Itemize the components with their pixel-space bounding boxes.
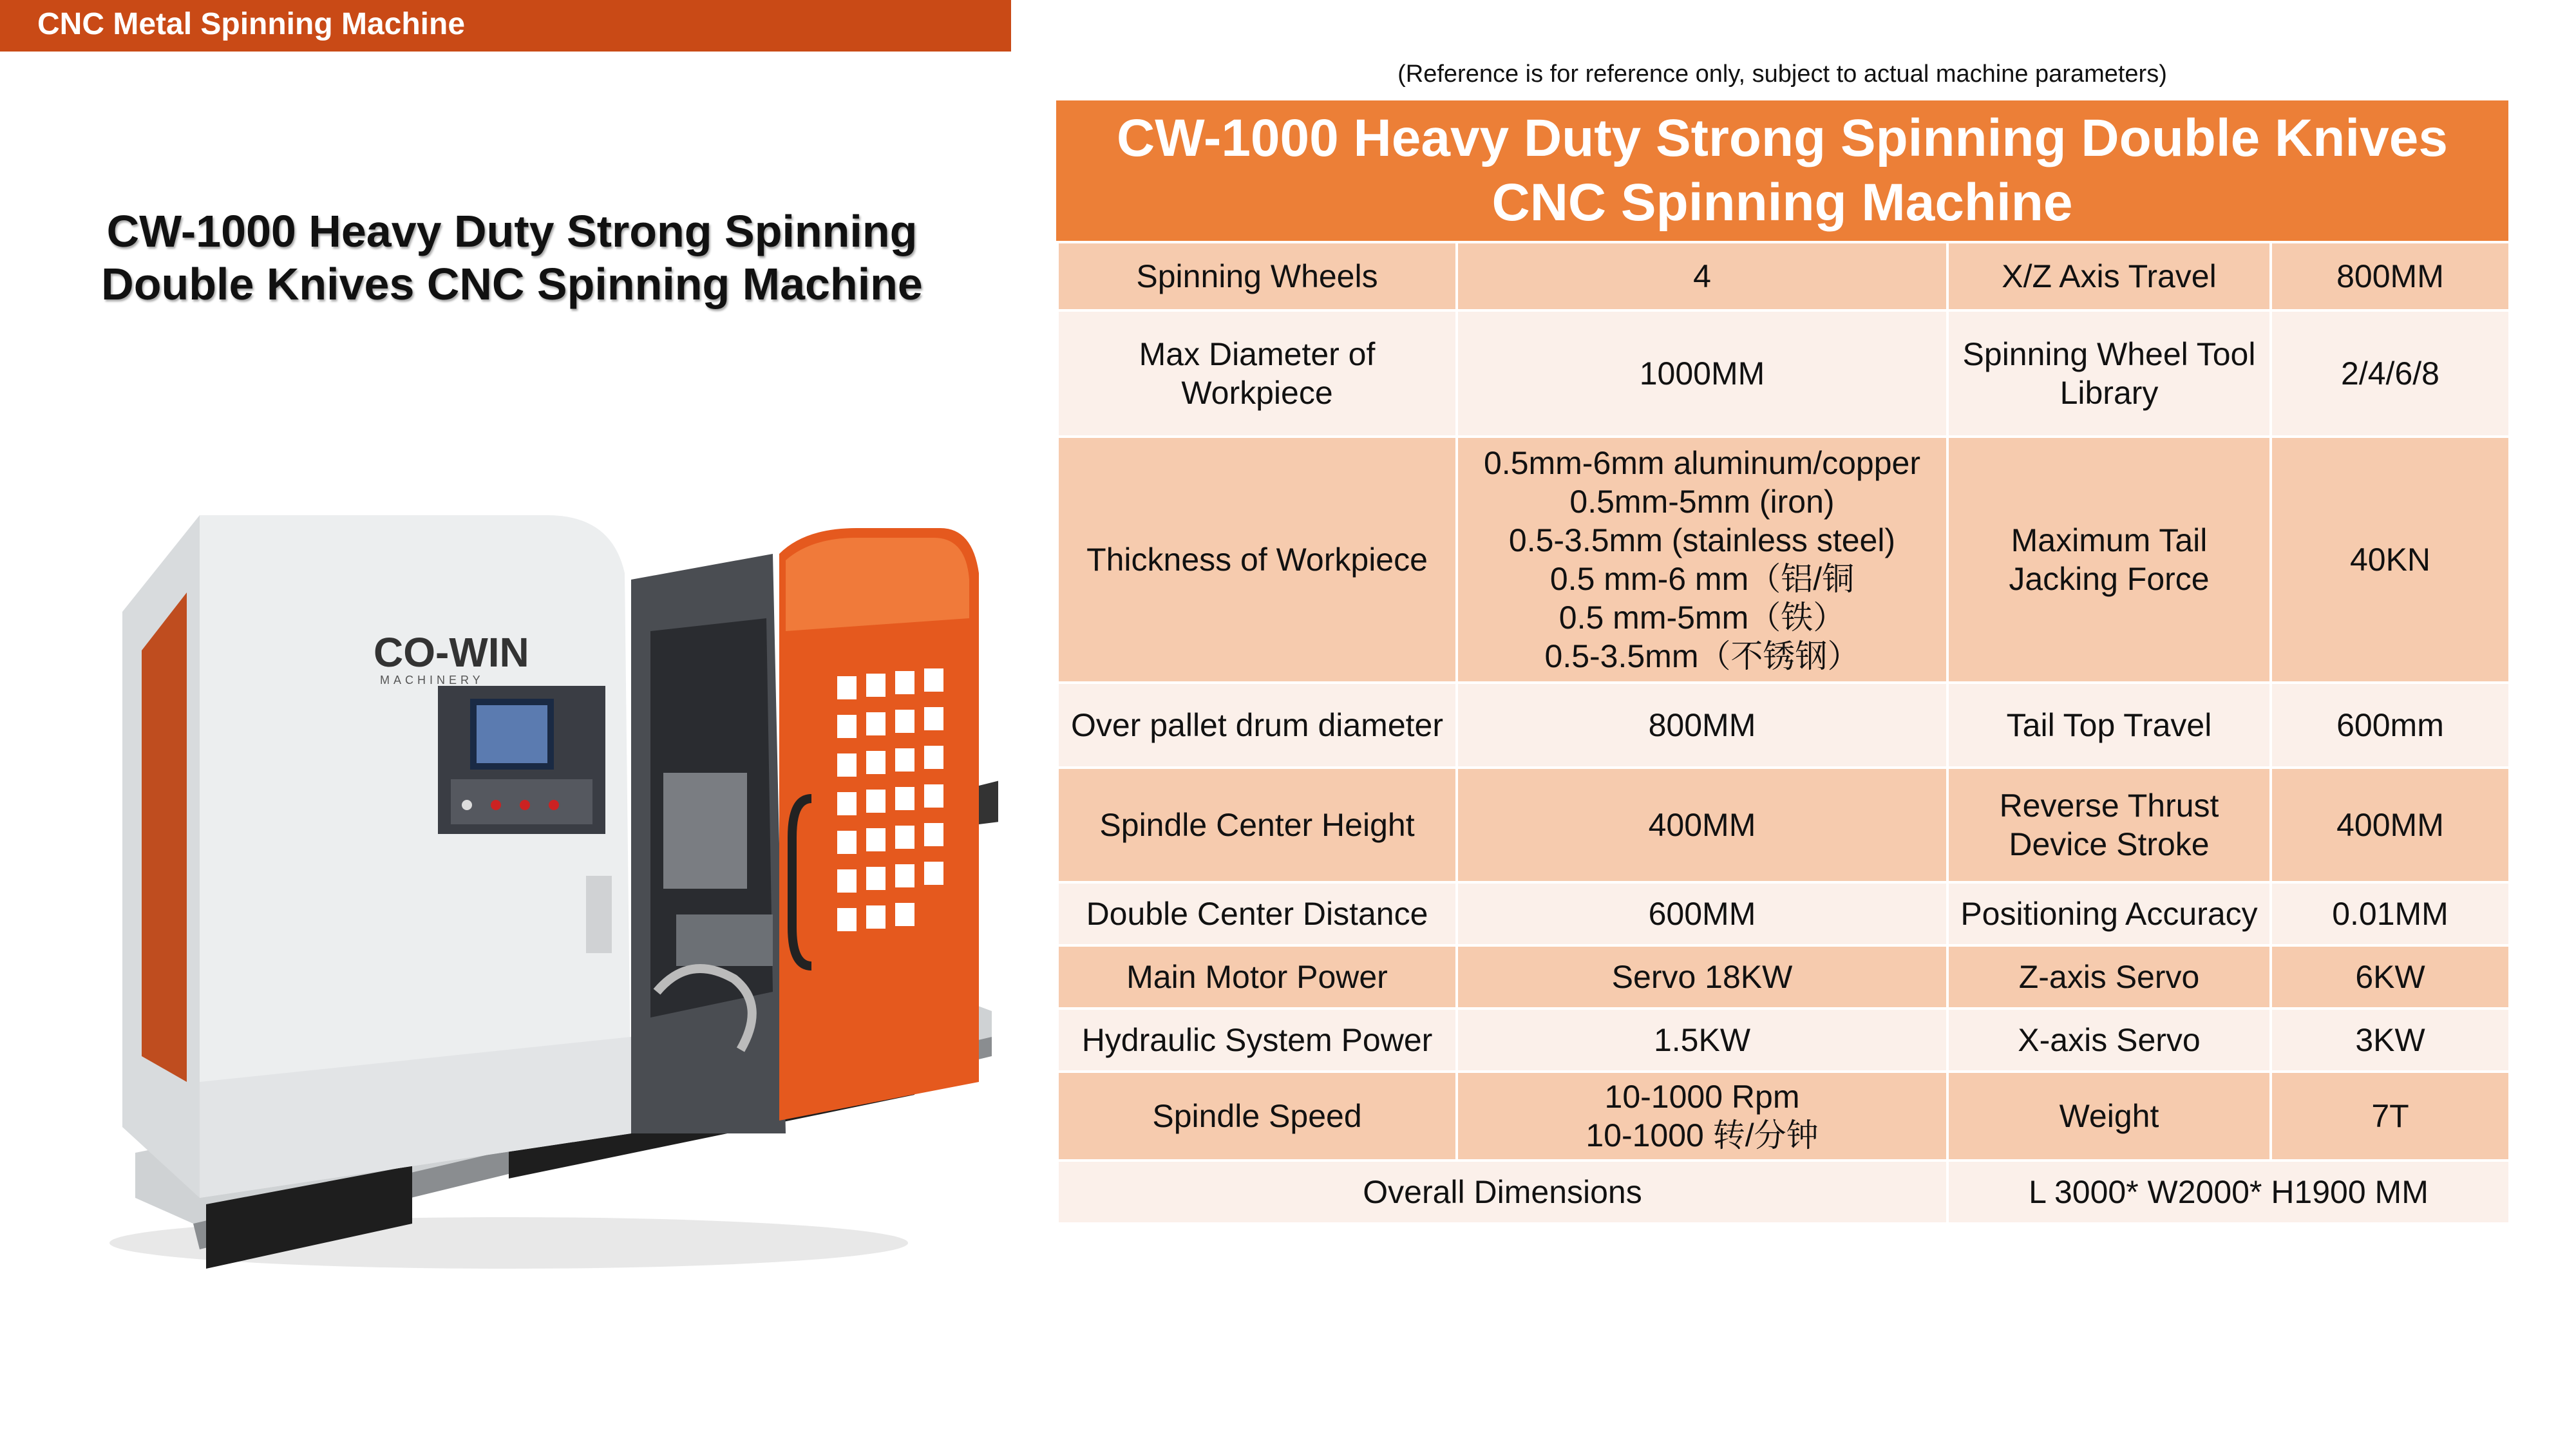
spec-value: 1.5KW	[1653, 1022, 1751, 1058]
spec-row	[1057, 242, 2510, 310]
spec-label-cell	[1057, 310, 1457, 437]
spec-label: Device Stroke	[2009, 826, 2210, 862]
spec-label-cell	[1947, 882, 2271, 945]
spec-label: Over pallet drum diameter	[1070, 707, 1443, 743]
spec-label: Spindle Speed	[1152, 1098, 1362, 1134]
spec-label: Max Diameter of	[1139, 336, 1376, 372]
spec-value-cell	[2271, 1009, 2510, 1072]
spec-value: 400MM	[2336, 807, 2444, 843]
spec-label-cell	[1057, 437, 1457, 683]
spec-row	[1057, 768, 2510, 882]
spec-value: 0.5mm-6mm aluminum/copper	[1484, 445, 1920, 481]
spec-label: Library	[2060, 375, 2159, 411]
spec-value: 0.5-3.5mm (stainless steel)	[1508, 522, 1896, 558]
spec-label: Spindle Center Height	[1099, 807, 1415, 843]
spec-value: 6KW	[2355, 959, 2425, 995]
spec-label: Jacking Force	[2009, 561, 2210, 597]
spec-label-cell	[1947, 437, 2271, 683]
spec-row	[1057, 683, 2510, 768]
spec-label-cell	[1057, 945, 1457, 1009]
spec-value-cell	[2271, 310, 2510, 437]
spec-value-cell	[1457, 310, 1947, 437]
product-title-line2: Double Knives CNC Spinning Machine	[101, 259, 923, 309]
spec-label: Double Center Distance	[1086, 896, 1428, 932]
spec-value: 4	[1693, 258, 1711, 294]
brand-logo: CO-WIN	[374, 629, 529, 676]
spec-label: Reverse Thrust	[1999, 788, 2219, 824]
spec-value: 0.5 mm-5mm（铁）	[1558, 600, 1846, 636]
spec-label: Weight	[2059, 1098, 2159, 1134]
spec-label-cell	[1947, 1072, 2271, 1160]
reference-note: (Reference is for reference only, subject to actual machine parameters)	[1397, 61, 2167, 88]
spec-value-cell	[1457, 242, 1947, 310]
spec-value-cell	[1457, 683, 1947, 768]
spec-value-cell	[1457, 1072, 1947, 1160]
spec-value-cell	[2271, 437, 2510, 683]
product-title-line1: CW-1000 Heavy Duty Strong Spinning	[106, 206, 918, 256]
spec-value: 2/4/6/8	[2341, 355, 2439, 392]
spec-value: 40KN	[2349, 542, 2431, 578]
spec-row	[1057, 1072, 2510, 1160]
spec-value-cell	[2271, 768, 2510, 882]
spec-value: 1000MM	[1639, 355, 1765, 392]
brand-logo-sub: MACHINERY	[380, 674, 484, 687]
spec-label: Positioning Accuracy	[1960, 896, 2258, 932]
spec-label: Spinning Wheel Tool	[1962, 336, 2256, 372]
spec-value: 7T	[2371, 1098, 2409, 1134]
spec-value: 800MM	[1648, 707, 1756, 743]
spec-label: Z-axis Servo	[2018, 959, 2200, 995]
spec-row-overall-dimensions	[1057, 1160, 2510, 1224]
spec-value-cell	[2271, 1072, 2510, 1160]
spec-label: Overall Dimensions	[1057, 1160, 1947, 1224]
spec-value-cell	[1457, 882, 1947, 945]
spec-value: 3KW	[2355, 1022, 2425, 1058]
spec-label-cell	[1947, 768, 2271, 882]
spec-label-cell	[1057, 683, 1457, 768]
spec-label-cell	[1057, 882, 1457, 945]
spec-value-cell	[2271, 242, 2510, 310]
spec-value: 10-1000 转/分钟	[1586, 1117, 1819, 1153]
spec-label: X-axis Servo	[2018, 1022, 2201, 1058]
spec-table-title	[1056, 100, 2508, 241]
banner-title: CNC Metal Spinning Machine	[37, 7, 466, 41]
spec-label: Tail Top Travel	[2006, 707, 2212, 743]
spec-row	[1057, 1009, 2510, 1072]
spec-table	[1056, 100, 2508, 1225]
spec-value: 600mm	[2336, 707, 2444, 743]
spec-table-title-line2: CNC Spinning Machine	[1492, 173, 2073, 232]
spec-label: X/Z Axis Travel	[2002, 258, 2217, 294]
spec-label: Thickness of Workpiece	[1086, 542, 1428, 578]
spec-value-cell	[1457, 437, 1947, 683]
spec-table-title-line1: CW-1000 Heavy Duty Strong Spinning Double Knives	[1117, 109, 2448, 167]
spec-value: 800MM	[2336, 258, 2444, 294]
spec-label-cell	[1947, 945, 2271, 1009]
spec-value-cell	[1457, 1009, 1947, 1072]
spec-value: L 3000* W2000* H1900 MM	[1947, 1160, 2510, 1224]
spec-label: Main Motor Power	[1126, 959, 1388, 995]
spec-label: Hydraulic System Power	[1081, 1022, 1433, 1058]
spec-label-cell	[1947, 310, 2271, 437]
spec-label: Maximum Tail	[2011, 522, 2208, 558]
spec-label-cell	[1057, 1072, 1457, 1160]
spec-value: 10-1000 Rpm	[1604, 1079, 1800, 1115]
machine-image	[97, 502, 998, 1294]
product-title	[39, 205, 985, 310]
spec-value: Servo 18KW	[1611, 959, 1793, 995]
spec-row	[1057, 882, 2510, 945]
spec-value: 400MM	[1648, 807, 1756, 843]
top-banner	[0, 0, 1011, 52]
spec-value: 0.5mm-5mm (iron)	[1569, 484, 1835, 520]
spec-label-cell	[1947, 1009, 2271, 1072]
spec-label-cell	[1057, 242, 1457, 310]
spec-value: 600MM	[1648, 896, 1756, 932]
spec-value: 0.01MM	[2332, 896, 2448, 932]
spec-label: Workpiece	[1181, 375, 1333, 411]
spec-label-cell	[1947, 242, 2271, 310]
spec-value-cell	[1457, 768, 1947, 882]
spec-label-cell	[1057, 1009, 1457, 1072]
spec-label-cell	[1057, 768, 1457, 882]
spec-label-cell	[1947, 683, 2271, 768]
spec-value-cell	[2271, 683, 2510, 768]
spec-value: 0.5 mm-6 mm（铝/铜	[1549, 561, 1855, 597]
spec-label: Spinning Wheels	[1136, 258, 1378, 294]
spec-value: 0.5-3.5mm（不锈钢）	[1544, 638, 1860, 674]
spec-row	[1057, 945, 2510, 1009]
spec-row	[1057, 310, 2510, 437]
spec-value-cell	[2271, 882, 2510, 945]
spec-row	[1057, 437, 2510, 683]
spec-value-cell	[2271, 945, 2510, 1009]
spec-value-cell	[1457, 945, 1947, 1009]
